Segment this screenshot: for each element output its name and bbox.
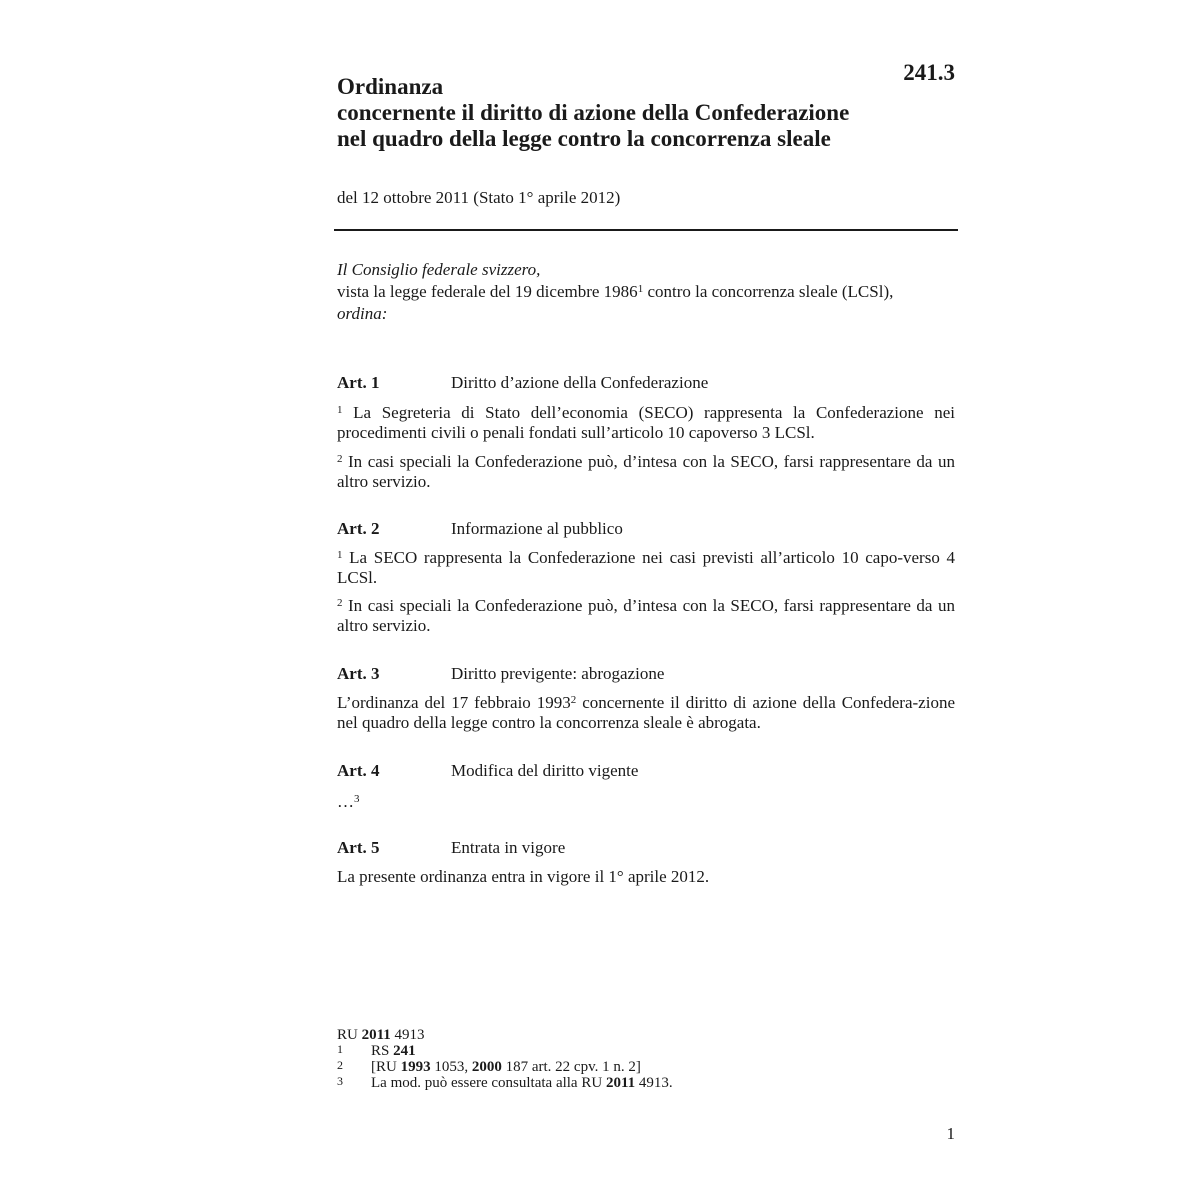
title-line: Ordinanza: [337, 74, 444, 99]
paragraph-text: …: [337, 792, 354, 811]
preamble-order: ordina:: [337, 304, 388, 323]
footnote-part: [RU: [371, 1059, 401, 1075]
footnote-number: 2: [337, 1058, 343, 1072]
article-title: Informazione al pubblico: [451, 519, 623, 538]
ru-reference: [337, 1027, 673, 1043]
paragraph-text: In casi speciali la Confederazione può, d’intesa con la SECO, farsi rappresentare da un altro servizio.: [337, 452, 955, 491]
footnote-part: La mod. può essere consultata alla RU: [371, 1075, 606, 1091]
article-paragraph: [337, 693, 955, 733]
header-divider: [334, 229, 958, 231]
preamble-basis-text: vista la legge federale del 19 dicembre 1986: [337, 282, 638, 301]
paragraph-number: 2: [337, 453, 343, 465]
footnote-part: 187 art. 22 cpv. 1 n. 2]: [501, 1059, 641, 1075]
article-number: Art. 3: [337, 664, 380, 683]
footnote-number: 1: [337, 1042, 343, 1056]
article-title: Diritto d’azione della Confederazione: [451, 373, 709, 392]
article-paragraph: [337, 452, 955, 492]
footnote-text: [371, 1059, 641, 1075]
preamble-basis: [337, 281, 955, 303]
document-date: del 12 ottobre 2011 (Stato 1° aprile 2012): [337, 188, 621, 207]
sr-number: 241.3: [903, 60, 955, 85]
footnote-text: [371, 1075, 673, 1091]
article-paragraph: [337, 548, 955, 588]
title-line: concernente il diritto di azione della Confederazione: [337, 100, 850, 125]
article-title: Modifica del diritto vigente: [451, 761, 639, 780]
article-number: Art. 1: [337, 373, 380, 392]
page-number: 1: [946, 1124, 955, 1143]
paragraph-text: In casi speciali la Confederazione può, d’intesa con la SECO, farsi rappresentare da un altro servizio.: [337, 596, 955, 635]
title-line: nel quadro della legge contro la concorrenza sleale: [337, 126, 831, 151]
paragraph-text: L’ordinanza del 17 febbraio 1993: [337, 693, 571, 712]
footnote-ref[interactable]: 3: [354, 793, 360, 805]
footnote-bold: 2000: [471, 1059, 502, 1075]
article-title: Diritto previgente: abrogazione: [451, 664, 665, 683]
footnote-part: 4913.: [635, 1075, 673, 1091]
article-heading: [337, 838, 955, 858]
preamble-basis-text: contro la concorrenza sleale (LCSl),: [643, 282, 894, 301]
paragraph-text: La presente ordinanza entra in vigore il 1° aprile 2012.: [337, 867, 710, 886]
article-paragraph: [337, 403, 955, 443]
footnotes: [337, 1027, 673, 1091]
footnote: [337, 1075, 673, 1091]
footnote-number: 3: [337, 1074, 343, 1088]
document-title: [337, 74, 849, 152]
article-number: Art. 5: [337, 838, 380, 857]
footnote: [337, 1043, 673, 1059]
article-number: Art. 2: [337, 519, 380, 538]
article-heading: [337, 664, 955, 684]
footnote-bold: 2011: [605, 1075, 636, 1091]
article-heading: [337, 761, 955, 781]
footnote-ref[interactable]: 1: [637, 283, 644, 295]
article-title: Entrata in vigore: [451, 838, 566, 857]
ru-page: 4913: [390, 1027, 425, 1043]
paragraph-text: concernente il diritto di azione della Confedera-zione nel quadro della legge contro la concorrenza sleale è abrogata.: [337, 693, 955, 732]
article-heading: [337, 519, 955, 539]
article-number: Art. 4: [337, 761, 380, 780]
footnote-part: 1053,: [430, 1059, 472, 1075]
preamble-authority: Il Consiglio federale svizzero,: [337, 260, 541, 279]
ru-year: 2011: [361, 1027, 391, 1043]
article-paragraph: [337, 596, 955, 636]
ru-prefix: RU: [337, 1027, 362, 1043]
article-paragraph: [337, 867, 955, 887]
paragraph-number: 1: [337, 404, 343, 416]
paragraph-number: 2: [337, 597, 343, 609]
footnote-bold: 241: [393, 1043, 416, 1059]
footnote-ref[interactable]: 2: [570, 694, 577, 706]
paragraph-text: La Segreteria di Stato dell’economia (SECO) rappresenta la Confederazione nei procedimenti civili o penali fondati sull’articolo 10 capoverso 3 LCSl.: [337, 403, 955, 442]
paragraph-text: La SECO rappresenta la Confederazione nei casi previsti all’articolo 10 capo-verso 4 LCSl.: [337, 548, 955, 587]
preamble: [337, 259, 955, 325]
paragraph-number: 1: [337, 549, 343, 561]
footnote-part: RS: [371, 1043, 394, 1059]
article-heading: [337, 373, 955, 393]
footnote: [337, 1059, 673, 1075]
article-paragraph: [337, 792, 955, 812]
footnote-bold: 1993: [400, 1059, 431, 1075]
footnote-text: [371, 1043, 416, 1059]
